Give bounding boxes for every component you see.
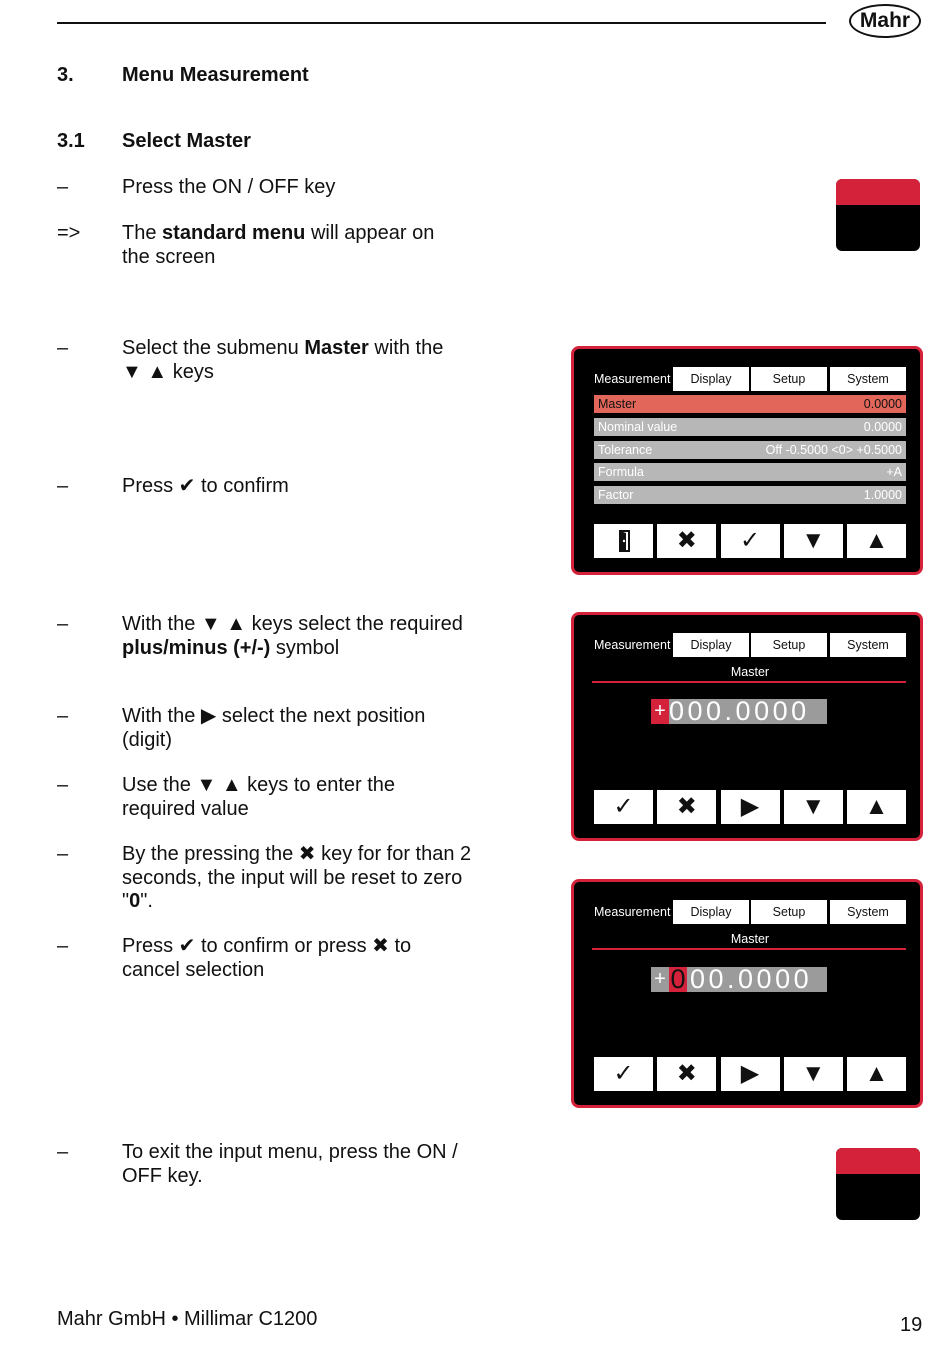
cancel-icon: ✖ (657, 1057, 716, 1091)
subsection-number: 3.1 (57, 130, 85, 152)
tab-system: System (830, 367, 906, 391)
tab-system: System (830, 633, 906, 657)
step-bullet: – (57, 176, 69, 198)
device-screen-master-sign (571, 612, 923, 841)
tab-display: Display (673, 900, 749, 924)
submenu-title: Master (730, 665, 770, 679)
down-arrow-icon: ▼ (784, 1057, 843, 1091)
step-text: To exit the input menu, press the ON / OFF key. (122, 1141, 458, 1187)
section-title: Menu Measurement (122, 64, 309, 86)
submenu-title: Master (730, 932, 770, 946)
tab-measurement: Measurement (594, 900, 670, 924)
confirm-icon: ✓ (721, 524, 780, 558)
tab-system: System (830, 900, 906, 924)
cancel-icon: ✖ (657, 524, 716, 558)
step-bullet: – (57, 475, 69, 497)
section-number: 3. (57, 64, 74, 86)
menu-row-formula: Formula +A (594, 463, 906, 481)
step-text: Use the ▼ ▲ keys to enter the required value (122, 774, 396, 820)
footer-text: Mahr GmbH • Millimar C1200 (57, 1308, 318, 1330)
tab-measurement: Measurement (594, 367, 670, 391)
on-off-key (836, 179, 920, 251)
menu-row-nominal: Nominal value 0.0000 (594, 418, 906, 436)
step-bullet: – (57, 843, 69, 865)
step-text: Select the submenu Master with the ▼ ▲ keys (122, 337, 444, 383)
on-off-key (836, 1148, 920, 1220)
tab-measurement: Measurement (594, 633, 670, 657)
step-bullet: – (57, 337, 69, 359)
step-text: Press the ON / OFF key (122, 176, 336, 198)
confirm-icon: ✓ (594, 790, 653, 824)
exit-door-icon (594, 524, 653, 558)
tab-display: Display (673, 633, 749, 657)
tab-setup: Setup (751, 633, 827, 657)
right-arrow-icon: ▶ (721, 790, 780, 824)
confirm-icon: ✓ (594, 1057, 653, 1091)
menu-row-tolerance: Tolerance Off -0.5000 <0> +0.5000 (594, 441, 906, 459)
sign-digit: + (654, 968, 666, 990)
tab-setup: Setup (751, 900, 827, 924)
up-arrow-icon: ▲ (847, 1057, 906, 1091)
step-text: With the ▶ select the next position (digit) (122, 705, 426, 751)
up-arrow-icon: ▲ (847, 790, 906, 824)
step-text: Press ✔ to confirm or press ✖ to cancel selection (122, 935, 412, 981)
step-text: With the ▼ ▲ keys select the required plus/minus (+/-) symbol (122, 613, 463, 659)
master-value-field (651, 964, 827, 994)
step-bullet: – (57, 935, 69, 957)
device-screen-menu (571, 346, 923, 575)
step-text: Press ✔ to confirm (122, 475, 289, 497)
cancel-icon: ✖ (657, 790, 716, 824)
up-arrow-icon: ▲ (847, 524, 906, 558)
submenu-rule (592, 948, 906, 950)
active-digit: 0 (670, 964, 686, 994)
step-bullet: – (57, 1141, 69, 1163)
right-arrow-icon: ▶ (721, 1057, 780, 1091)
submenu-rule (592, 681, 906, 683)
down-arrow-icon: ▼ (784, 524, 843, 558)
step-text: By the pressing the ✖ key for for than 2 seconds, the input will be reset to zero "0". (122, 843, 472, 912)
step-bullet: – (57, 774, 69, 796)
step-bullet: – (57, 705, 69, 727)
tab-setup: Setup (751, 367, 827, 391)
menu-row-master: Master 0.0000 (594, 395, 906, 413)
mahr-logo: Mahr (849, 4, 921, 38)
sign-digit: + (651, 699, 669, 724)
header-rule (57, 22, 826, 24)
device-screen-master-digit (571, 879, 923, 1108)
menu-row-factor: Factor 1.0000 (594, 486, 906, 504)
tab-display: Display (673, 367, 749, 391)
value-digits: 000.0000 (669, 696, 810, 726)
down-arrow-icon: ▼ (784, 790, 843, 824)
subsection-title: Select Master (122, 130, 251, 152)
step-bullet: – (57, 613, 69, 635)
master-value-field (651, 696, 827, 726)
step-text: The standard menu will appear on the screen (122, 222, 435, 268)
step-bullet: => (57, 222, 81, 244)
page-number: 19 (900, 1314, 923, 1336)
value-digits: 00.0000 (690, 964, 813, 994)
